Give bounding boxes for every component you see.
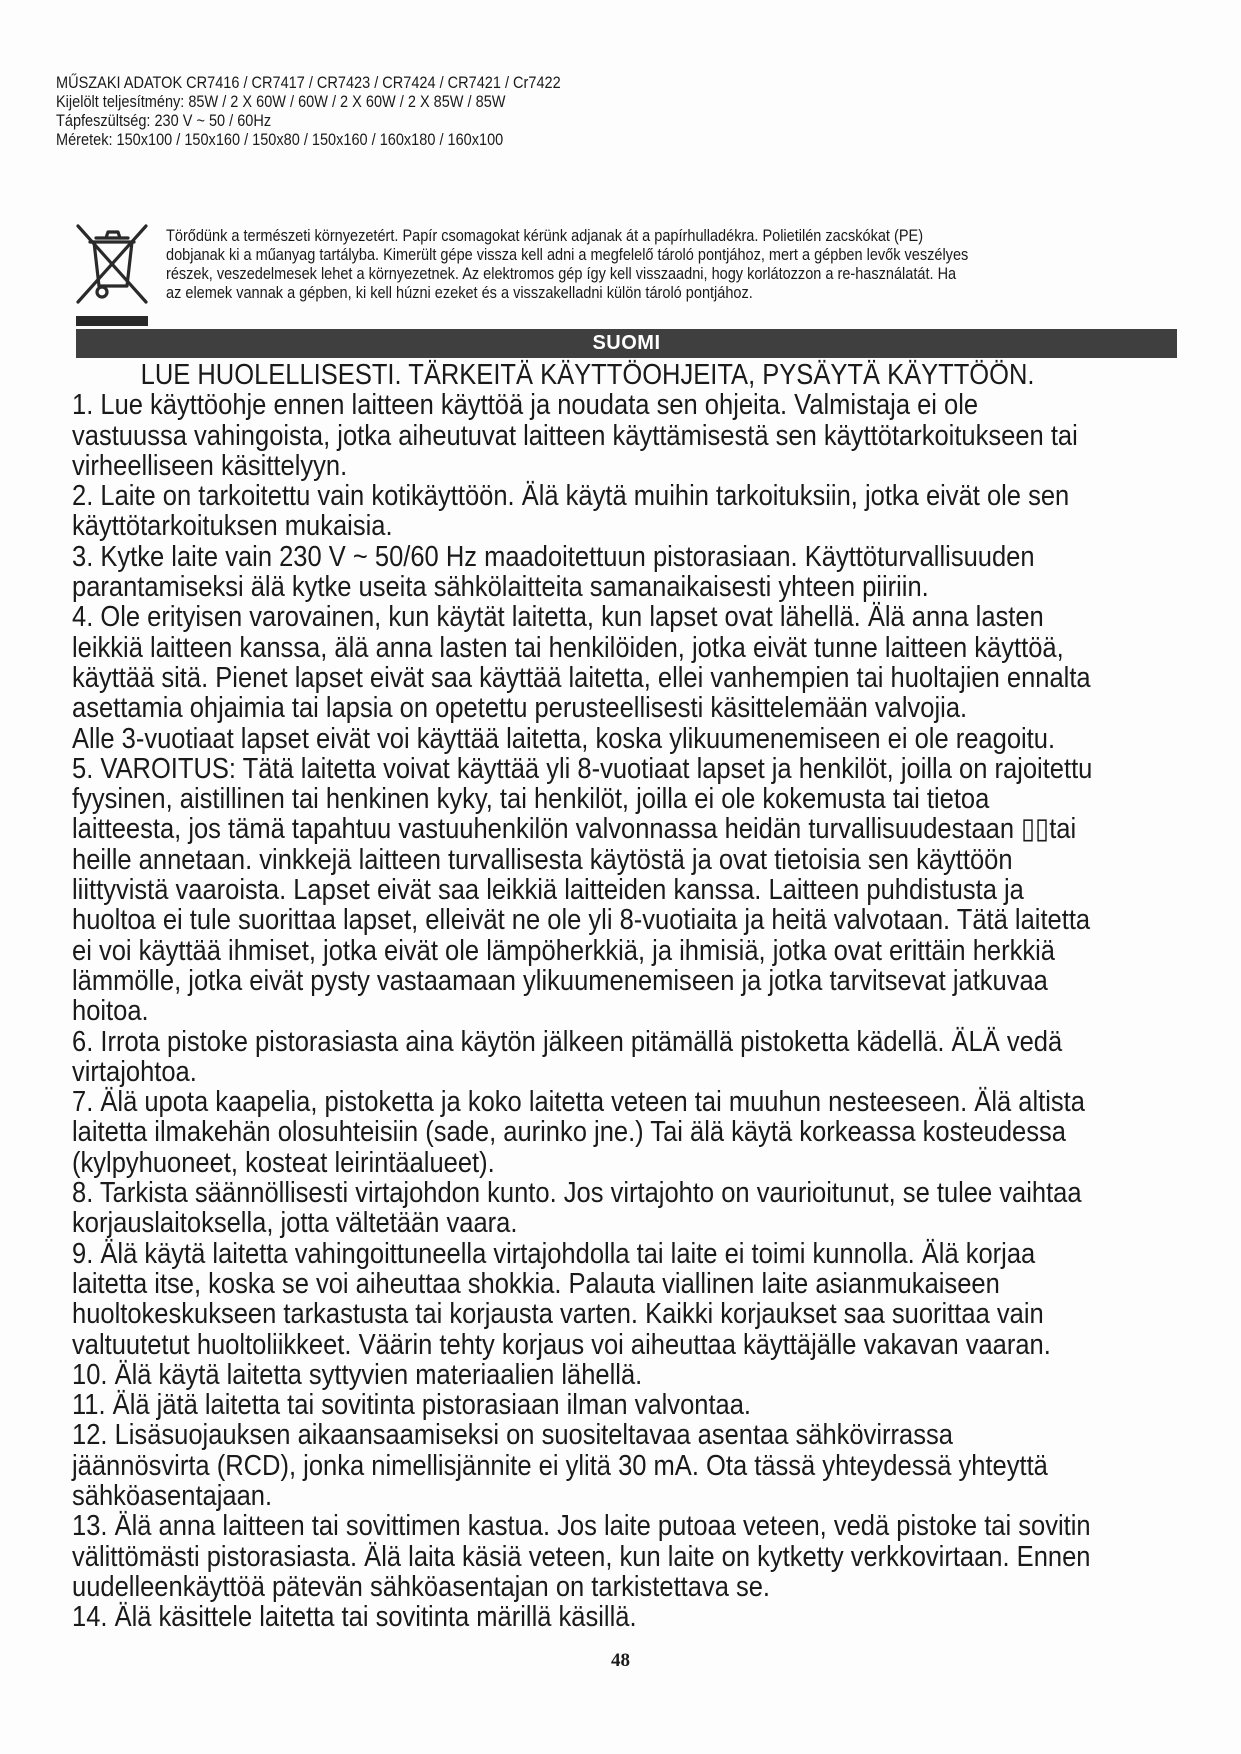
instruction-line: liittyvistä vaaroista. Lapset eivät saa leikkiä laitteiden kanssa. Laitteen puhdistusta ja <box>72 874 1024 907</box>
instruction-line: valtuutetut huoltoliikkeet. Väärin tehty korjaus voi aiheuttaa käyttäjälle vakavan vaaran. <box>72 1328 1051 1361</box>
instruction-line: virtajohtoa. <box>72 1055 197 1088</box>
instruction-line: jäännösvirta (RCD), jonka nimellisjännite ei ylitä 30 mA. Ota tässä yhteydessä yhteyttä <box>72 1449 1048 1482</box>
instruction-line: Alle 3-vuotiaat lapset eivät voi käyttää laitetta, koska ylikuumenemiseen ei ole reagoitu. <box>72 722 1056 755</box>
environment-line: dobjanak ki a műanyag tartályba. Kimerült gépe vissza kell adni a megfelelő tároló pontjához, mert a gépben levők veszélyes <box>166 246 969 264</box>
instruction-line: 11. Älä jätä laitetta tai sovitinta pistorasiaan ilman valvontaa. <box>72 1389 752 1422</box>
environment-notice <box>166 227 1169 303</box>
instruction-line: 12. Lisäsuojauksen aikaansaamiseksi on suositeltavaa asentaa sähkövirrassa <box>72 1419 953 1452</box>
instruction-line: uudelleenkäyttöä pätevän sähköasentajan on tarkistettava se. <box>72 1570 771 1603</box>
instruction-line: laitetta itse, koska se voi aiheuttaa shokkia. Palauta viallinen laite asianmukaiseen <box>72 1267 1000 1300</box>
instruction-line: 10. Älä käytä laitetta syttyvien materiaalien lähellä. <box>72 1358 643 1391</box>
instruction-line: virheelliseen käsittelyyn. <box>72 449 348 482</box>
instruction-line: 13. Älä anna laitteen tai sovittimen kastua. Jos laite putoaa veteen, vedä pistoke tai sovitin <box>72 1510 1091 1543</box>
instruction-line: heille annetaan. vinkkejä laitteen turvallisesta käytöstä ja ovat tietoisia sen käyttöön <box>72 843 1013 876</box>
instruction-line: 2. Laite on tarkoitettu vain kotikäyttöön. Älä käytä muihin tarkoituksiin, jotka eivät ole sen <box>72 480 1070 513</box>
specs-power: Kijelölt teljesítmény: 85W / 2 X 60W / 60W / 2 X 60W / 2 X 85W / 85W <box>56 93 506 111</box>
instructions-heading: LUE HUOLELLISESTI. TÄRKEITÄ KÄYTTÖOHJEITA, PYSÄYTÄ KÄYTTÖÖN. <box>140 359 1035 391</box>
instruction-line: 7. Älä upota kaapelia, pistoketta ja koko laitetta veteen tai muuhun nesteeseen. Älä altista <box>72 1086 1085 1119</box>
instruction-line: 6. Irrota pistoke pistorasiasta aina käytön jälkeen pitämällä pistoketta kädellä. ÄLÄ vedä <box>72 1025 1063 1058</box>
instruction-line: laitteesta, jos tämä tapahtuu vastuuhenkilön valvonnassa heidän turvallisuudestaan ▯▯tai <box>72 813 1077 846</box>
instruction-line: 4. Ole erityisen varovainen, kun käytät laitetta, kun lapset ovat lähellä. Älä anna lasten <box>72 601 1044 634</box>
instruction-line: käyttää sitä. Pienet lapset eivät saa käyttää laitetta, ellei vanhempien tai huoltajien ennalta <box>72 661 1091 694</box>
instruction-line: 1. Lue käyttöohje ennen laitteen käyttöä ja noudata sen ohjeita. Valmistaja ei ole <box>72 389 979 422</box>
instruction-line: 3. Kytke laite vain 230 V ~ 50/60 Hz maadoitettuun pistorasiaan. Käyttöturvallisuuden <box>72 540 1035 573</box>
instruction-line: (kylpyhuoneet, kosteat leirintäalueet). <box>72 1146 495 1179</box>
instruction-line: hoitoa. <box>72 995 149 1028</box>
instruction-list <box>72 390 1172 1632</box>
instruction-line: sähköasentajaan. <box>72 1479 273 1512</box>
instruction-line: asettamia ohjaimia tai lapsia on opetettu perusteellisesti käsittelemään valvojia. <box>72 692 968 725</box>
page-number: 48 <box>611 1650 630 1671</box>
instruction-line: parantamiseksi älä kytke useita sähkölaitteita samanaikaisesti yhteen piiriin. <box>72 571 929 604</box>
instruction-line: lämmölle, jotka eivät pysty vastaamaan ylikuumenemiseen ja jotka tarvitsevat jatkuvaa <box>72 964 1048 997</box>
instruction-line: 9. Älä käytä laitetta vahingoittuneella virtajohdolla tai laite ei toimi kunnolla. Älä korjaa <box>72 1237 1036 1270</box>
instruction-line: laitetta ilmakehän olosuhteisiin (sade, aurinko jne.) Tai älä käytä korkeassa kosteudessa <box>72 1116 1066 1149</box>
instruction-line: korjauslaitoksella, jotta vältetään vaara. <box>72 1207 518 1240</box>
language-section-header: SUOMI <box>76 329 1177 358</box>
instruction-line: fyysinen, aistillinen tai henkinen kyky, tai henkilöt, joilla ei ole kokemusta tai tietoa <box>72 783 990 816</box>
technical-specs <box>56 74 561 150</box>
instruction-line: huoltokeskukseen tarkastusta tai korjausta varten. Kaikki korjaukset saa suorittaa vain <box>72 1298 1044 1331</box>
environment-line: az elemek vannak a gépben, ki kell húzni ezeket és a visszakelladni külön tároló pontjához. <box>166 284 753 302</box>
instruction-line: leikkiä laitteen kanssa, älä anna lasten tai henkilöiden, jotka eivät tunne laitteen käyttöä, <box>72 631 1064 664</box>
safety-instructions <box>72 360 1172 1632</box>
instruction-line: välittömästi pistorasiasta. Älä laita käsiä veteen, kun laite on kytketty verkkovirtaan. Ennen <box>72 1540 1091 1573</box>
instruction-line: 5. VAROITUS: Tätä laitetta voivat käyttää yli 8-vuotiaat lapset ja henkilöt, joilla on rajoitettu <box>72 752 1093 785</box>
environment-line: Törődünk a természeti környezetért. Papír csomagokat kérünk adjanak át a papírhulladékra. Polietilén zacskókat (PE) <box>166 227 924 245</box>
instruction-line: ei voi käyttää ihmiset, jotka eivät ole lämpöherkkiä, ja ihmisiä, jotka ovat erittäin herkkiä <box>72 934 1055 967</box>
specs-voltage: Tápfeszültség: 230 V ~ 50 / 60Hz <box>56 112 272 130</box>
environment-line: részek, veszedelmesek lehet a környezetnek. Az elektromos gép így kell visszaadni, hogy korlátozzon a re-használatát. Ha <box>166 265 957 283</box>
instruction-line: 14. Älä käsittele laitetta tai sovitinta märillä käsillä. <box>72 1601 637 1634</box>
instruction-line: vastuussa vahingoista, jotka aiheutuvat laitteen käyttämisestä sen käyttötarkoitukseen tai <box>72 419 1078 452</box>
instruction-line: käyttötarkoituksen mukaisia. <box>72 510 393 543</box>
instruction-line: huoltoa ei tule suorittaa lapset, elleivät ne ole yli 8-vuotiaita ja heitä valvotaan. Tätä laitetta <box>72 904 1091 937</box>
instruction-line: 8. Tarkista säännöllisesti virtajohdon kunto. Jos virtajohto on vaurioitunut, se tulee vaihtaa <box>72 1177 1082 1210</box>
specs-dimensions: Méretek: 150x100 / 150x160 / 150x80 / 150x160 / 160x180 / 160x100 <box>56 131 504 149</box>
crossed-out-wheelie-bin-icon <box>72 222 152 326</box>
specs-title: MŰSZAKI ADATOK CR7416 / CR7417 / CR7423 / CR7424 / CR7421 / Cr7422 <box>56 74 561 92</box>
